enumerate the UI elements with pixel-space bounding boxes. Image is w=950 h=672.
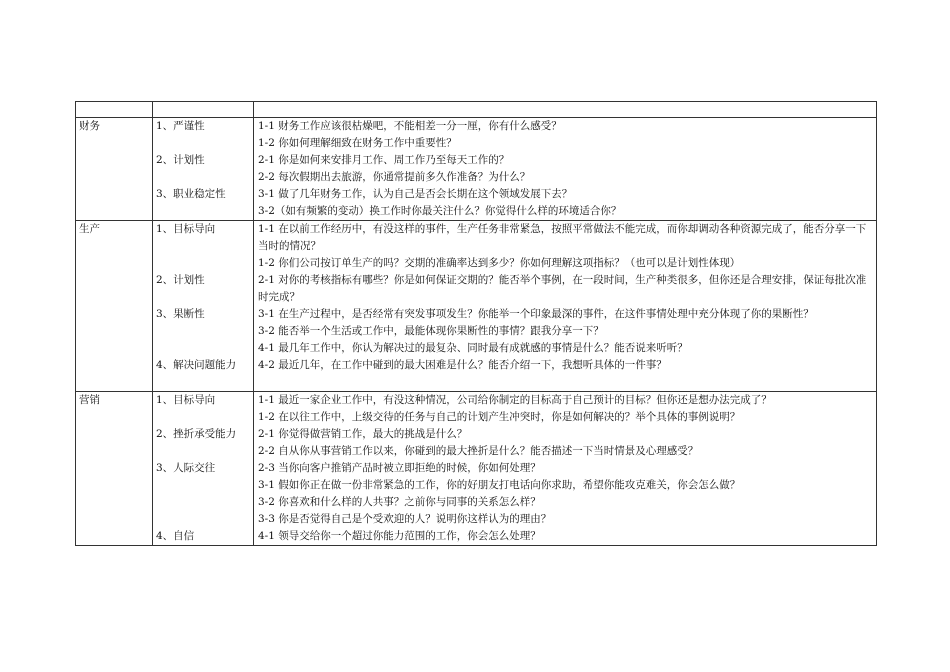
question-text: 1-1 最近一家企业工作中，有没这种情况，公司给你制定的目标高于自己预计的目标？但你还是想办法完成了？ xyxy=(258,394,772,406)
dept-label: 生产 xyxy=(79,223,100,235)
category-label: 2、计划性 xyxy=(156,154,205,166)
category-label: 3、人际交往 xyxy=(156,462,216,474)
question-text: 1-1 财务工作应该很枯燥吧，不能相差一分一厘，你有什么感受？ xyxy=(258,120,562,132)
question-text: 3-3 你是否觉得自己是个受欢迎的人？说明你这样认为的理由？ xyxy=(258,513,552,525)
dept-cell xyxy=(76,118,153,221)
question-text: 1-2 在以往工作中，上级交待的任务与自己的计划产生冲突时，你是如何解决的？举个具体的事例说明？ xyxy=(258,411,741,423)
question-text: 3-2 能否举一个生活或工作中，最能体现你果断性的事情？跟我分享一下？ xyxy=(258,325,604,337)
question-text: 3-1 假如你正在做一份非常紧急的工作，你的好朋友打电话向你求助，希望你能攻克难关，你会怎么做？ xyxy=(258,479,741,491)
category-label: 2、计划性 xyxy=(156,274,205,286)
question-text: 2-2 自从你从事营销工作以来，你碰到的最大挫折是什么？能否描述一下当时情景及心理感受？ xyxy=(258,445,699,457)
interview-question-table xyxy=(75,101,877,546)
dept-cell xyxy=(76,392,153,546)
category-label: 4、自信 xyxy=(156,530,195,542)
category-label: 3、果断性 xyxy=(156,308,205,320)
dept-label: 营销 xyxy=(79,394,100,406)
question-text: 2-3 当你向客户推销产品时被立即拒绝的时候，你如何处理？ xyxy=(258,462,541,474)
question-text: 2-1 对你的考核指标有哪些？你是如何保证交期的？能否举个事例，在一段时间，生产种类很多，但你还是合理安排，保证每批次准时完成？ xyxy=(258,274,867,303)
question-text: 4-1 最几年工作中，你认为解决过的最复杂、同时最有成就感的事情是什么？能否说来听听？ xyxy=(258,342,688,354)
category-label: 1、目标导向 xyxy=(156,394,216,406)
question-text: 3-2 你喜欢和什么样的人共事？之前你与同事的关系怎么样？ xyxy=(258,496,541,508)
category-label: 2、挫折承受能力 xyxy=(156,428,237,440)
question-text: 4-2 最近几年，在工作中碰到的最大困难是什么？能否介绍一下，我想听具体的一件事？ xyxy=(258,359,667,371)
category-label: 1、严谨性 xyxy=(156,120,205,132)
header-cell-dept xyxy=(76,102,153,118)
question-text: 4-1 领导交给你一个超过你能力范围的工作，你会怎么处理？ xyxy=(258,530,541,542)
category-cell xyxy=(153,392,254,546)
category-label: 3、职业稳定性 xyxy=(156,188,226,200)
question-text: 2-1 你是如何来安排月工作、周工作乃至每天工作的？ xyxy=(258,154,510,166)
category-cell xyxy=(153,118,254,221)
section-row-marketing xyxy=(76,392,877,546)
question-text: 1-2 你们公司按订单生产的吗？交期的准确率达到多少？你如何理解这项指标？（也可以是计划性体现） xyxy=(258,257,741,269)
dept-cell xyxy=(76,221,153,392)
category-label: 1、目标导向 xyxy=(156,223,216,235)
question-text: 1-1 在以前工作经历中，有没这样的事件，生产任务非常紧急，按照平常做法不能完成，而你却调动各种资源完成了，能否分享一下当时的情况？ xyxy=(258,223,867,252)
question-text: 2-2 每次假期出去旅游，你通常提前多久作准备？为什么？ xyxy=(258,171,531,183)
question-text: 2-1 你觉得做营销工作，最大的挑战是什么？ xyxy=(258,428,468,440)
section-row-production xyxy=(76,221,877,392)
question-cell xyxy=(254,221,877,392)
question-text: 3-2（如有频繁的变动）换工作时你最关注什么？你觉得什么样的环境适合你？ xyxy=(258,205,622,217)
dept-label: 财务 xyxy=(79,120,100,132)
question-text: 1-2 你如何理解细致在财务工作中重要性？ xyxy=(258,137,457,149)
question-cell xyxy=(254,392,877,546)
question-text: 3-1 做了几年财务工作，认为自己是否会长期在这个领域发展下去？ xyxy=(258,188,573,200)
section-row-finance xyxy=(76,118,877,221)
header-cell-category xyxy=(153,102,254,118)
header-cell-questions xyxy=(254,102,877,118)
question-text: 3-1 在生产过程中，是否经常有突发事项发生？你能举一个印象最深的事件，在这件事情处理中充分体现了你的果断性？ xyxy=(258,308,814,320)
question-cell xyxy=(254,118,877,221)
category-label: 4、解决问题能力 xyxy=(156,359,237,371)
category-cell xyxy=(153,221,254,392)
table-header-row xyxy=(76,102,877,118)
